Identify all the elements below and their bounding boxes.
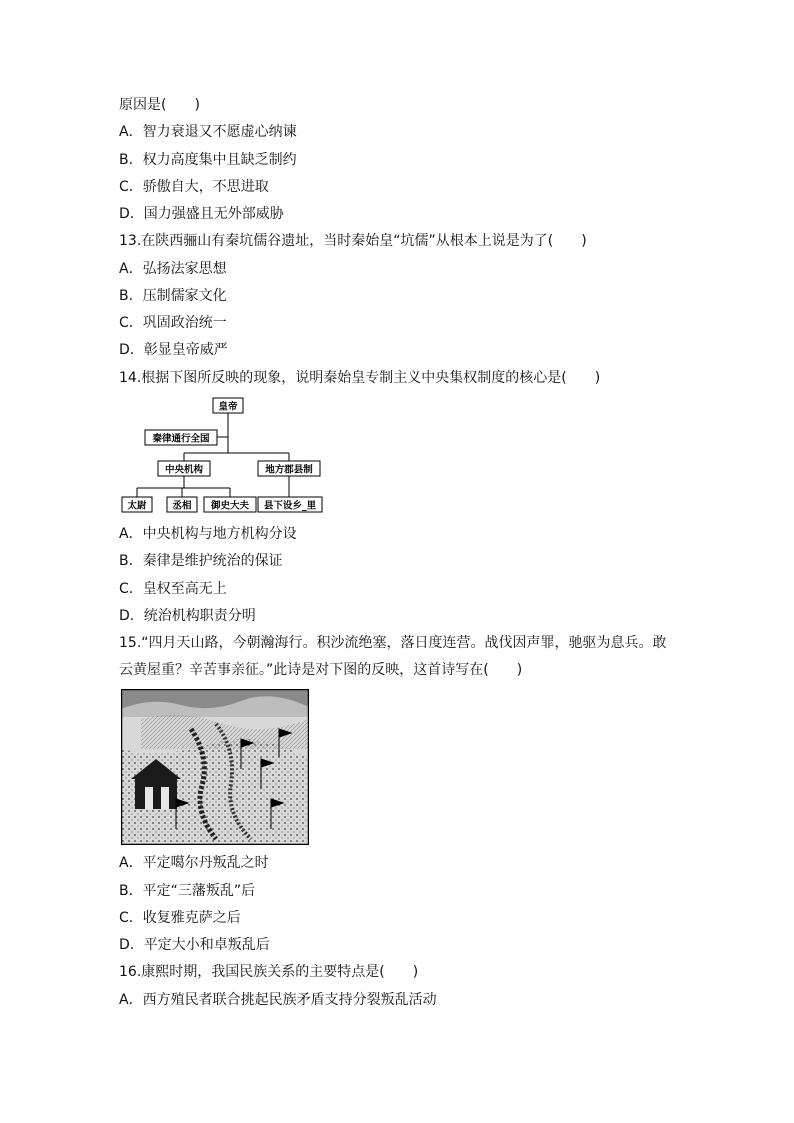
option-15-d: D．平定大小和卓叛乱后: [119, 937, 270, 953]
option-14-d: D．统治机构职责分明: [119, 608, 256, 624]
label-emperor: 皇帝: [218, 401, 238, 413]
military-expedition-painting: [121, 689, 309, 845]
option-13-b: B．压制儒家文化: [119, 288, 227, 304]
question-12-stem-end: 原因是( ): [119, 97, 200, 113]
option-12-c: C．骄傲自大，不思进取: [119, 179, 269, 195]
option-13-c: C．巩固政治统一: [119, 315, 227, 331]
option-12-d: D．国力强盛且无外部威胁: [119, 206, 284, 222]
option-13-a: A．弘扬法家思想: [119, 261, 227, 277]
option-12-b: B．权力高度集中且缺乏制约: [119, 152, 297, 168]
question-15-stem-line1: 15.“四月天山路，今朝瀚海行。积沙流绝塞，落日度连营。战伐因声罪，驰驱为息兵。敢: [119, 635, 667, 651]
label-yushi: 御史大夫: [210, 500, 250, 512]
option-15-c: C．收复雅克萨之后: [119, 910, 241, 926]
option-15-a: A．平定噶尔丹叛乱之时: [119, 855, 269, 871]
label-chengxiang: 丞相: [172, 500, 192, 512]
option-14-c: C．皇权至高无上: [119, 581, 227, 597]
option-14-a: A．中央机构与地方机构分设: [119, 526, 297, 542]
question-13-stem: 13.在陕西骊山有秦坑儒谷遗址，当时秦始皇“坑儒”从根本上说是为了( ): [119, 233, 587, 249]
option-13-d: D．彰显皇帝威严: [119, 342, 228, 358]
label-taiwei: 太尉: [127, 500, 147, 512]
option-14-b: B．秦律是维护统治的保证: [119, 553, 283, 569]
qin-government-diagram: [118, 396, 328, 518]
label-county: 县下设乡_里: [263, 500, 317, 512]
option-12-a: A．智力衰退又不愿虚心纳谏: [119, 124, 297, 140]
label-local: 地方郡县制: [265, 464, 313, 476]
label-central: 中央机构: [164, 464, 204, 476]
question-15-stem-line2: 云黄屋重？辛苦事亲征。”此诗是对下图的反映，这首诗写在( ): [119, 662, 523, 678]
option-16-a: A．西方殖民者联合挑起民族矛盾支持分裂叛乱活动: [119, 992, 437, 1008]
question-16-stem: 16.康熙时期，我国民族关系的主要特点是( ): [119, 964, 419, 980]
question-14-stem: 14.根据下图所反映的现象，说明秦始皇专制主义中央集权制度的核心是( ): [119, 370, 601, 386]
label-law: 秦律通行全国: [152, 433, 210, 445]
option-15-b: B．平定“三藩叛乱”后: [119, 883, 256, 899]
